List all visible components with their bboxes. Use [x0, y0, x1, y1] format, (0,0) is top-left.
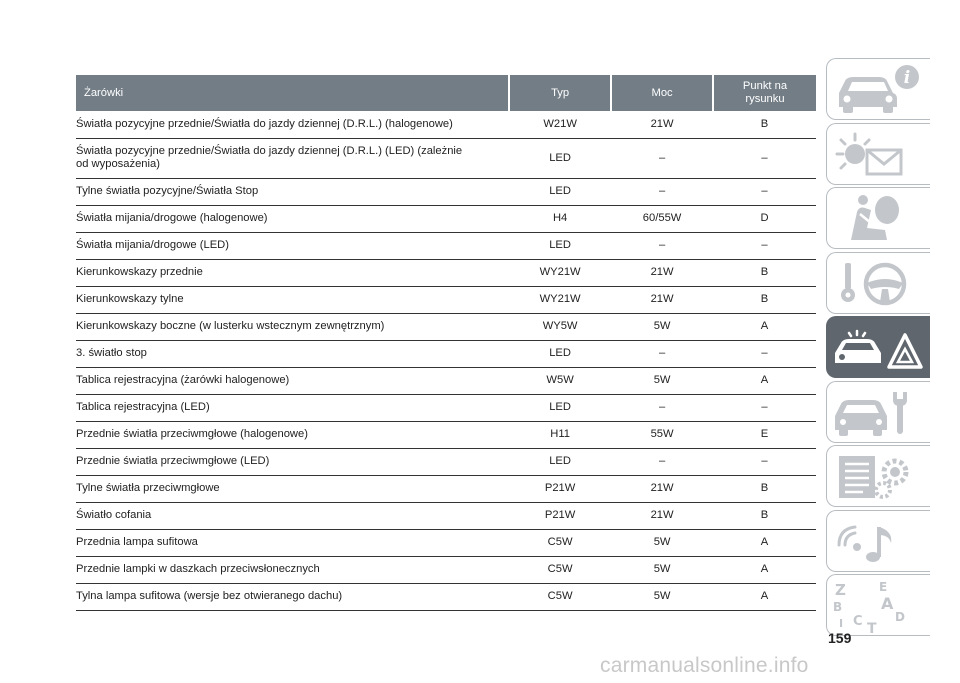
table-row	[76, 367, 816, 394]
page-number: 159	[828, 630, 852, 646]
bulb-point: –	[713, 232, 816, 259]
bulb-point: A	[713, 583, 816, 610]
table-row	[76, 502, 816, 529]
header-type: Typ	[509, 75, 611, 111]
header-bulbs: Żarówki	[76, 75, 509, 111]
table-row	[76, 394, 816, 421]
index-letter: Z	[835, 581, 846, 599]
index-letter: A	[881, 594, 894, 613]
bulb-table	[76, 75, 816, 611]
table-row	[76, 286, 816, 313]
tab-emergency[interactable]	[826, 316, 930, 378]
bulb-name: Kierunkowskazy boczne (w lusterku wstecznym zewnętrznym)	[76, 313, 509, 340]
table-row	[76, 421, 816, 448]
table-row	[76, 340, 816, 367]
bulb-power: 21W	[611, 259, 713, 286]
index-letter: B	[833, 600, 843, 614]
bulb-point: A	[713, 529, 816, 556]
airbag-seat-icon	[827, 188, 931, 250]
bulb-point: A	[713, 313, 816, 340]
bulb-power: 5W	[611, 583, 713, 610]
alphabetical-index-icon	[827, 575, 931, 637]
bulb-name: 3. światło stop	[76, 340, 509, 367]
bulb-type: C5W	[509, 529, 611, 556]
bulb-point: –	[713, 178, 816, 205]
bulb-point: B	[713, 475, 816, 502]
bulb-point: B	[713, 502, 816, 529]
bulb-type: H4	[509, 205, 611, 232]
bulb-type: LED	[509, 394, 611, 421]
bulb-point: –	[713, 138, 816, 178]
bulb-name: Przednie światła przeciwmgłowe (halogenowe)	[76, 421, 509, 448]
table-row	[76, 529, 816, 556]
bulb-type: LED	[509, 232, 611, 259]
bulb-type: W21W	[509, 111, 611, 138]
table-row	[76, 232, 816, 259]
tab-warning-lights[interactable]	[826, 123, 930, 185]
svg-text:i: i	[903, 68, 911, 88]
table-row	[76, 475, 816, 502]
bulb-power: 5W	[611, 313, 713, 340]
bulb-power: 21W	[611, 502, 713, 529]
bulb-name: Tylne światła przeciwmgłowe	[76, 475, 509, 502]
bulb-type: C5W	[509, 583, 611, 610]
bulb-power: 55W	[611, 421, 713, 448]
bulb-power: –	[611, 178, 713, 205]
bulb-type: LED	[509, 178, 611, 205]
tab-safety[interactable]	[826, 187, 930, 249]
bulb-point: –	[713, 448, 816, 475]
tab-alphabetical-index[interactable]	[826, 574, 930, 636]
bulb-name: Przednia lampa sufitowa	[76, 529, 509, 556]
tab-starting-driving[interactable]	[826, 252, 930, 314]
warning-lights-icon	[827, 124, 931, 186]
bulb-type: P21W	[509, 475, 611, 502]
table-row	[76, 138, 816, 178]
bulb-type: C5W	[509, 556, 611, 583]
table-row	[76, 313, 816, 340]
bulb-power: 5W	[611, 529, 713, 556]
tab-technical-data[interactable]	[826, 445, 930, 507]
specs-gear-icon	[827, 446, 931, 508]
bulb-point: B	[713, 111, 816, 138]
bulb-point: B	[713, 259, 816, 286]
table-row	[76, 205, 816, 232]
bulb-power: –	[611, 138, 713, 178]
bulb-point: B	[713, 286, 816, 313]
table-header-row	[76, 75, 816, 111]
steering-key-icon	[827, 253, 931, 315]
bulb-type: WY21W	[509, 259, 611, 286]
bulb-name: Tablica rejestracyjna (LED)	[76, 394, 509, 421]
bulb-name: Przednie lampki w daszkach przeciwsłonecznych	[76, 556, 509, 583]
bulb-type: P21W	[509, 502, 611, 529]
bulb-name: Światła pozycyjne przednie/Światła do jazdy dziennej (D.R.L.) (halogenowe)	[76, 111, 509, 138]
tab-car-info[interactable]	[826, 58, 930, 120]
car-info-icon	[827, 59, 931, 121]
bulb-type: H11	[509, 421, 611, 448]
table-row	[76, 259, 816, 286]
bulb-point: A	[713, 556, 816, 583]
bulb-point: –	[713, 394, 816, 421]
bulb-power: 60/55W	[611, 205, 713, 232]
tab-maintenance[interactable]	[826, 381, 930, 443]
bulb-point: D	[713, 205, 816, 232]
bulb-type: LED	[509, 448, 611, 475]
table-row	[76, 111, 816, 138]
bulb-point: –	[713, 340, 816, 367]
chapter-tabs	[826, 58, 930, 639]
bulb-name: Światła mijania/drogowe (halogenowe)	[76, 205, 509, 232]
header-power: Moc	[611, 75, 713, 111]
bulb-name: Przednie światła przeciwmgłowe (LED)	[76, 448, 509, 475]
bulb-table-container	[76, 75, 816, 611]
bulb-power: 5W	[611, 367, 713, 394]
bulb-power: 21W	[611, 286, 713, 313]
bulb-type: LED	[509, 340, 611, 367]
table-row	[76, 556, 816, 583]
index-letter: C	[853, 614, 863, 629]
bulb-power: 21W	[611, 111, 713, 138]
bulb-power: 21W	[611, 475, 713, 502]
bulb-name: Światła pozycyjne przednie/Światła do jazdy dziennej (D.R.L.) (LED) (zależnie od wyposażenia)	[76, 138, 509, 178]
multimedia-icon	[827, 511, 931, 573]
bulb-type: WY21W	[509, 286, 611, 313]
car-maintenance-icon	[827, 382, 931, 444]
watermark: carmanualsonline.info	[600, 654, 809, 677]
tab-multimedia[interactable]	[826, 510, 930, 572]
table-row	[76, 448, 816, 475]
bulb-power: –	[611, 394, 713, 421]
bulb-power: –	[611, 448, 713, 475]
bulb-name: Tylne światła pozycyjne/Światła Stop	[76, 178, 509, 205]
bulb-name: Kierunkowskazy tylne	[76, 286, 509, 313]
bulb-power: 5W	[611, 556, 713, 583]
breakdown-warning-icon	[827, 317, 931, 379]
index-letter: I	[839, 617, 844, 630]
bulb-type: WY5W	[509, 313, 611, 340]
bulb-point: A	[713, 367, 816, 394]
bulb-type: LED	[509, 138, 611, 178]
bulb-power: –	[611, 340, 713, 367]
index-letter: T	[867, 621, 877, 637]
bulb-name: Kierunkowskazy przednie	[76, 259, 509, 286]
bulb-name: Tablica rejestracyjna (żarówki halogenowe)	[76, 367, 509, 394]
bulb-name: Tylna lampa sufitowa (wersje bez otwieranego dachu)	[76, 583, 509, 610]
bulb-type: W5W	[509, 367, 611, 394]
header-figure-point: Punkt na rysunku	[713, 75, 816, 111]
bulb-name: Światło cofania	[76, 502, 509, 529]
bulb-point: E	[713, 421, 816, 448]
table-row	[76, 178, 816, 205]
index-letter: E	[879, 580, 888, 594]
table-row	[76, 583, 816, 610]
bulb-power: –	[611, 232, 713, 259]
index-letter: D	[895, 610, 905, 624]
bulb-name: Światła mijania/drogowe (LED)	[76, 232, 509, 259]
